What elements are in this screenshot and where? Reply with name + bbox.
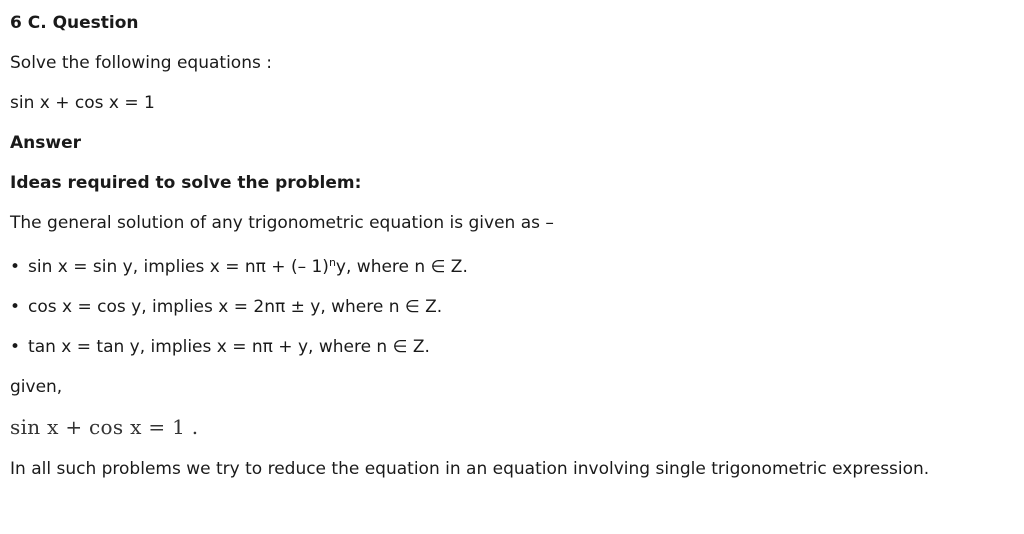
ideas-heading: Ideas required to solve the problem: [10,173,362,193]
bullet-icon: • [10,297,21,317]
bullet-icon: • [10,257,21,277]
bullet-item-cos [10,296,442,318]
question-heading: 6 C. Question [10,13,139,33]
bullet-item-tan [10,336,430,358]
intro-text: The general solution of any trigonometric equation is given as – [10,213,554,233]
given-equation: sin x + cos x = 1 . [10,415,199,439]
bullet-superscript: n [328,256,336,269]
bullet-icon: • [10,337,21,357]
equation-text: sin x + cos x = 1 [10,93,155,113]
bullet-text: tan x = tan y, implies x = nπ + y, where n ∈ Z. [28,337,430,357]
bullet-text: cos x = cos y, implies x = 2nπ ± y, where n ∈ Z. [28,297,443,317]
bullet-item-sin [10,256,468,278]
given-label: given, [10,377,63,397]
instruction-text: Solve the following equations : [10,53,272,73]
bullet-text-pre: sin x = sin y, implies x = nπ + (– 1) [28,257,329,277]
answer-heading: Answer [10,133,81,153]
closing-text: In all such problems we try to reduce the equation in an equation involving single trigonometric expression. [10,459,930,479]
bullet-text-post: y, where n ∈ Z. [335,257,468,277]
